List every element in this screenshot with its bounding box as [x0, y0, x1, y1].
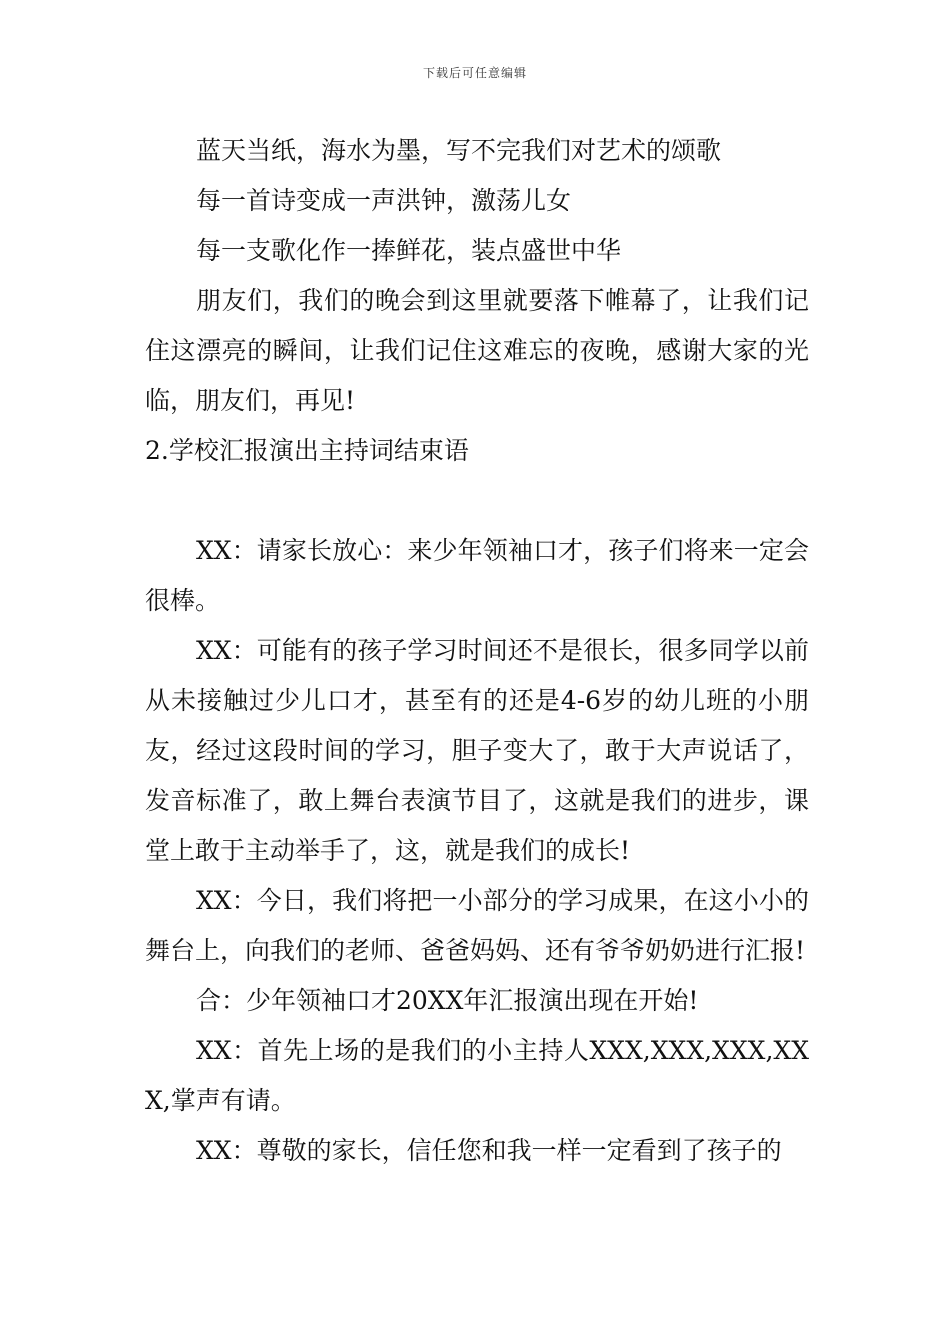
poem-line: 每一首诗变成一声洪钟，激荡儿女	[196, 186, 572, 215]
section-heading: 2.学校汇报演出主持词结束语	[145, 436, 469, 465]
dialogue-paragraph: 合：少年领袖口才20XX年汇报演出现在开始!	[196, 986, 699, 1015]
document-body	[145, 126, 809, 1176]
dialogue-paragraph: XX：请家长放心：来少年领袖口才，孩子们将来一定会很棒。	[145, 536, 809, 615]
blank-line	[145, 476, 809, 526]
poem-line: 每一支歌化作一捧鲜花，装点盛世中华	[196, 236, 622, 265]
header-note: 下载后可任意编辑	[422, 66, 527, 80]
poem-line: 蓝天当纸，海水为墨，写不完我们对艺术的颂歌	[196, 136, 722, 165]
closing-paragraph: 朋友们，我们的晚会到这里就要落下帷幕了，让我们记住这漂亮的瞬间，让我们记住这难忘的夜晚，感谢大家的光临，朋友们，再见!	[145, 286, 809, 415]
dialogue-paragraph: XX：可能有的孩子学习时间还不是很长，很多同学以前从未接触过少儿口才，甚至有的还是4-6岁的幼儿班的小朋友，经过这段时间的学习，胆子变大了，敢于大声说话了，发音标准了，敢上舞台表演节目了，这就是我们的进步，课堂上敢于主动举手了，这，就是我们的成长!	[145, 636, 809, 865]
dialogue-paragraph: XX：今日，我们将把一小部分的学习成果，在这小小的舞台上，向我们的老师、爸爸妈妈、还有爷爷奶奶进行汇报!	[145, 886, 809, 965]
dialogue-paragraph: XX：首先上场的是我们的小主持人XXX,XXX,XXX,XXX,掌声有请。	[145, 1036, 809, 1115]
dialogue-paragraph: XX：尊敬的家长，信任您和我一样一定看到了孩子的	[196, 1136, 782, 1165]
